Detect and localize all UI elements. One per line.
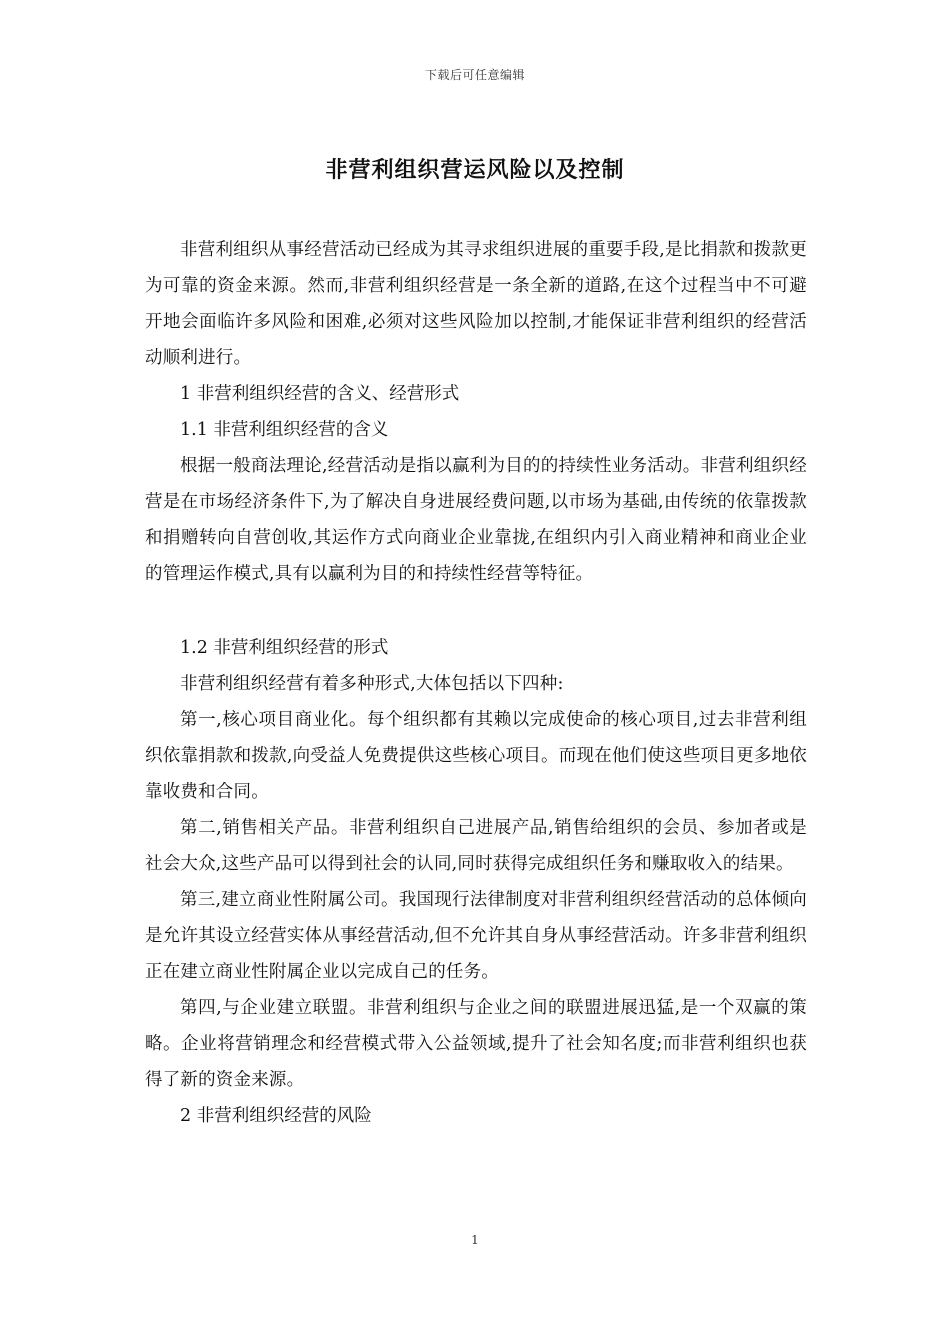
form-1-paragraph: 第一,核心项目商业化。每个组织都有其赖以完成使命的核心项目,过去非营利组织依靠捐款和拨款,向受益人免费提供这些核心项目。而现在他们使这些项目更多地依靠收费和合同。	[145, 710, 807, 802]
section-1-1-heading: 1.1 非营利组织经营的含义	[180, 420, 389, 440]
form-2-paragraph: 第二,销售相关产品。非营利组织自己进展产品,销售给组织的会员、参加者或是社会大众,这些产品可以得到社会的认同,同时获得完成组织任务和赚取收入的结果。	[145, 818, 807, 874]
document-title: 非营利组织营运风险以及控制	[325, 157, 625, 183]
page-number: 1	[471, 1233, 479, 1247]
intro-paragraph: 非营利组织从事经营活动已经成为其寻求组织进展的重要手段,是比捐款和拨款更为可靠的资金来源。然而,非营利组织经营是一条全新的道路,在这个过程当中不可避开地会面临许多风险和困难,必须对这些风险加以控制,才能保证非营利组织的经营活动顺利进行。	[145, 240, 807, 368]
form-3-paragraph: 第三,建立商业性附属公司。我国现行法律制度对非营利组织经营活动的总体倾向是允许其设立经营实体从事经营活动,但不允许其自身从事经营活动。许多非营利组织正在建立商业性附属企业以完成自己的任务。	[145, 890, 807, 982]
section-2-heading: 2 非营利组织经营的风险	[180, 1106, 372, 1126]
section-1-2-heading: 1.2 非营利组织经营的形式	[180, 638, 389, 658]
section-1-2-intro: 非营利组织经营有着多种形式,大体包括以下四种:	[180, 674, 564, 694]
document-body	[145, 232, 807, 1134]
section-1-heading: 1 非营利组织经营的含义、经营形式	[180, 384, 460, 404]
page-header-note: 下载后可任意编辑	[424, 68, 525, 82]
section-1-1-paragraph: 根据一般商法理论,经营活动是指以赢利为目的的持续性业务活动。非营利组织经营是在市场经济条件下,为了解决自身进展经费问题,以市场为基础,由传统的依靠拨款和捐赠转向自营创收,其运作方式向商业企业靠拢,在组织内引入商业精神和商业企业的管理运作模式,具有以赢利为目的和持续性经营等特征。	[145, 456, 807, 584]
form-4-paragraph: 第四,与企业建立联盟。非营利组织与企业之间的联盟进展迅猛,是一个双赢的策略。企业将营销理念和经营模式带入公益领域,提升了社会知名度;而非营利组织也获得了新的资金来源。	[145, 998, 807, 1090]
paragraph-gap	[145, 592, 807, 630]
